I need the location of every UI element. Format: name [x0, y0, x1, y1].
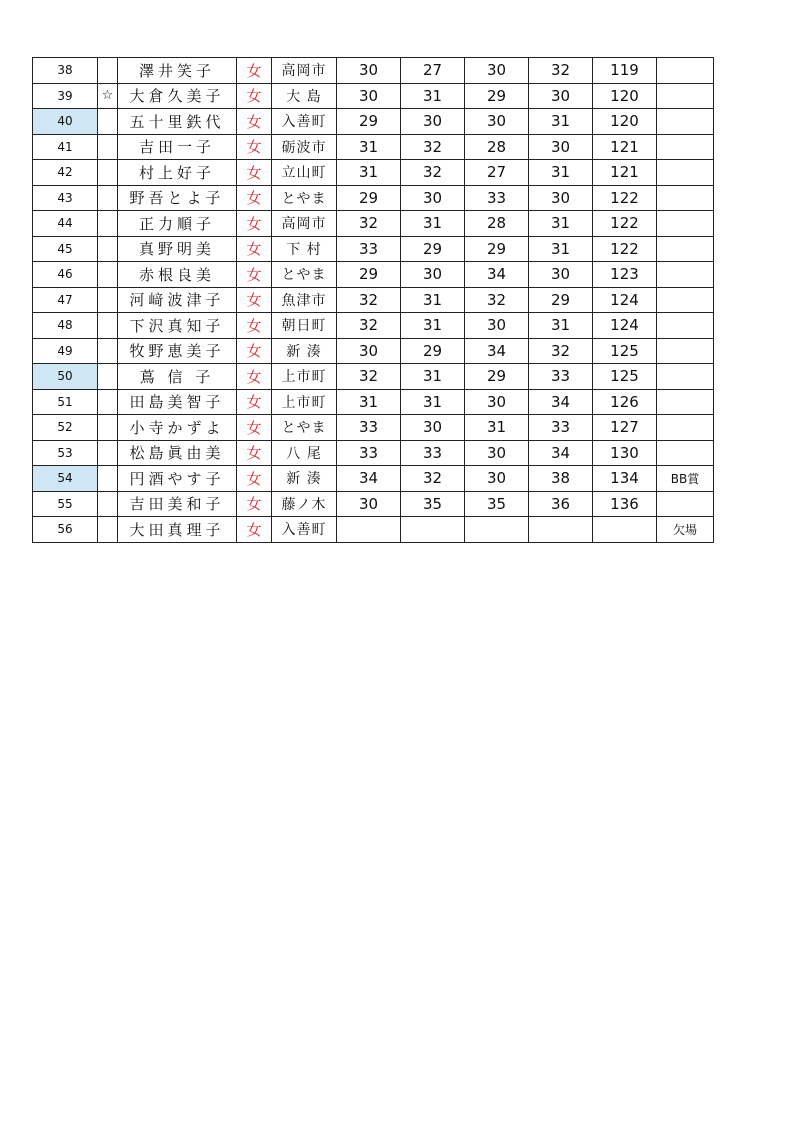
player-city: 新 湊 — [272, 338, 337, 364]
player-city: 上市町 — [272, 364, 337, 390]
round-2-score: 32 — [401, 134, 465, 160]
player-name: 小寺かずよ — [118, 415, 237, 441]
player-mark: ☆ — [98, 83, 118, 109]
table-row — [33, 313, 714, 339]
round-2-score: 32 — [401, 160, 465, 186]
round-1-score: 32 — [337, 287, 401, 313]
round-2-score: 29 — [401, 338, 465, 364]
table-row — [33, 262, 714, 288]
player-city: 藤ノ木 — [272, 491, 337, 517]
table-row — [33, 389, 714, 415]
round-4-score: 30 — [529, 83, 593, 109]
player-number: 52 — [33, 415, 98, 441]
player-city: 上市町 — [272, 389, 337, 415]
table-row — [33, 338, 714, 364]
round-3-score — [465, 517, 529, 543]
player-city: 高岡市 — [272, 211, 337, 237]
player-number: 41 — [33, 134, 98, 160]
player-gender: 女 — [237, 211, 272, 237]
remark — [657, 491, 714, 517]
round-4-score — [529, 517, 593, 543]
player-gender: 女 — [237, 262, 272, 288]
round-2-score: 31 — [401, 364, 465, 390]
total-score: 121 — [593, 134, 657, 160]
remark — [657, 160, 714, 186]
remark — [657, 134, 714, 160]
round-1-score: 32 — [337, 364, 401, 390]
player-gender: 女 — [237, 160, 272, 186]
remark: 欠場 — [657, 517, 714, 543]
total-score: 119 — [593, 58, 657, 84]
player-mark — [98, 491, 118, 517]
round-1-score: 31 — [337, 160, 401, 186]
total-score: 125 — [593, 364, 657, 390]
total-score: 120 — [593, 109, 657, 135]
table-row — [33, 440, 714, 466]
player-name: 吉田美和子 — [118, 491, 237, 517]
player-number: 40 — [33, 109, 98, 135]
total-score: 125 — [593, 338, 657, 364]
round-2-score: 31 — [401, 313, 465, 339]
remark — [657, 364, 714, 390]
player-gender: 女 — [237, 109, 272, 135]
player-gender: 女 — [237, 58, 272, 84]
round-2-score — [401, 517, 465, 543]
player-city: 立山町 — [272, 160, 337, 186]
player-city: 高岡市 — [272, 58, 337, 84]
player-city: 下 村 — [272, 236, 337, 262]
player-number: 53 — [33, 440, 98, 466]
round-3-score: 33 — [465, 185, 529, 211]
player-mark — [98, 262, 118, 288]
round-1-score: 34 — [337, 466, 401, 492]
player-mark — [98, 338, 118, 364]
total-score: 122 — [593, 185, 657, 211]
total-score: 122 — [593, 211, 657, 237]
player-city: 新 湊 — [272, 466, 337, 492]
player-name: 大田真理子 — [118, 517, 237, 543]
player-gender: 女 — [237, 83, 272, 109]
player-name: 野吾とよ子 — [118, 185, 237, 211]
player-gender: 女 — [237, 389, 272, 415]
table-row — [33, 185, 714, 211]
round-3-score: 30 — [465, 58, 529, 84]
remark — [657, 211, 714, 237]
total-score: 121 — [593, 160, 657, 186]
player-mark — [98, 185, 118, 211]
total-score: 134 — [593, 466, 657, 492]
player-gender: 女 — [237, 466, 272, 492]
round-3-score: 29 — [465, 236, 529, 262]
total-score: 122 — [593, 236, 657, 262]
player-name: 松島眞由美 — [118, 440, 237, 466]
remark — [657, 109, 714, 135]
round-1-score: 30 — [337, 491, 401, 517]
player-city: 入善町 — [272, 109, 337, 135]
round-2-score: 33 — [401, 440, 465, 466]
remark — [657, 236, 714, 262]
round-3-score: 34 — [465, 338, 529, 364]
total-score: 120 — [593, 83, 657, 109]
player-gender: 女 — [237, 287, 272, 313]
table-row — [33, 466, 714, 492]
table-row — [33, 491, 714, 517]
round-1-score: 32 — [337, 313, 401, 339]
round-3-score: 32 — [465, 287, 529, 313]
round-4-score: 34 — [529, 440, 593, 466]
total-score: 124 — [593, 287, 657, 313]
player-city: 朝日町 — [272, 313, 337, 339]
total-score: 123 — [593, 262, 657, 288]
player-name: 円酒やす子 — [118, 466, 237, 492]
round-4-score: 34 — [529, 389, 593, 415]
player-gender: 女 — [237, 236, 272, 262]
player-number: 44 — [33, 211, 98, 237]
player-mark — [98, 364, 118, 390]
remark — [657, 262, 714, 288]
player-mark — [98, 211, 118, 237]
results-body — [33, 58, 714, 543]
player-number: 39 — [33, 83, 98, 109]
player-name: 大倉久美子 — [118, 83, 237, 109]
player-name: 田島美智子 — [118, 389, 237, 415]
round-4-score: 31 — [529, 160, 593, 186]
player-name: 下沢真知子 — [118, 313, 237, 339]
round-1-score: 31 — [337, 389, 401, 415]
round-2-score: 31 — [401, 83, 465, 109]
player-city: 魚津市 — [272, 287, 337, 313]
round-4-score: 31 — [529, 211, 593, 237]
player-city: とやま — [272, 185, 337, 211]
player-gender: 女 — [237, 491, 272, 517]
remark — [657, 83, 714, 109]
remark — [657, 389, 714, 415]
table-row — [33, 109, 714, 135]
player-gender: 女 — [237, 185, 272, 211]
round-1-score: 33 — [337, 415, 401, 441]
player-gender: 女 — [237, 134, 272, 160]
round-4-score: 32 — [529, 338, 593, 364]
round-4-score: 30 — [529, 134, 593, 160]
round-2-score: 30 — [401, 415, 465, 441]
player-name: 牧野恵美子 — [118, 338, 237, 364]
round-4-score: 32 — [529, 58, 593, 84]
player-number: 38 — [33, 58, 98, 84]
round-2-score: 31 — [401, 389, 465, 415]
table-row — [33, 415, 714, 441]
round-1-score: 33 — [337, 440, 401, 466]
player-mark — [98, 287, 118, 313]
table-row — [33, 364, 714, 390]
remark — [657, 287, 714, 313]
player-number: 49 — [33, 338, 98, 364]
round-2-score: 30 — [401, 185, 465, 211]
remark — [657, 313, 714, 339]
player-mark — [98, 313, 118, 339]
round-3-score: 29 — [465, 364, 529, 390]
round-1-score: 30 — [337, 83, 401, 109]
round-2-score: 35 — [401, 491, 465, 517]
round-4-score: 31 — [529, 109, 593, 135]
remark — [657, 338, 714, 364]
player-number: 47 — [33, 287, 98, 313]
player-city: とやま — [272, 415, 337, 441]
round-2-score: 27 — [401, 58, 465, 84]
player-number: 43 — [33, 185, 98, 211]
total-score: 124 — [593, 313, 657, 339]
player-gender: 女 — [237, 313, 272, 339]
table-row — [33, 236, 714, 262]
round-1-score — [337, 517, 401, 543]
player-mark — [98, 109, 118, 135]
round-1-score: 29 — [337, 262, 401, 288]
table-row — [33, 211, 714, 237]
player-name: 五十里鉄代 — [118, 109, 237, 135]
player-number: 48 — [33, 313, 98, 339]
player-mark — [98, 440, 118, 466]
player-mark — [98, 160, 118, 186]
round-1-score: 33 — [337, 236, 401, 262]
remark — [657, 415, 714, 441]
player-name: 赤根良美 — [118, 262, 237, 288]
round-3-score: 35 — [465, 491, 529, 517]
player-number: 54 — [33, 466, 98, 492]
remark — [657, 440, 714, 466]
player-mark — [98, 389, 118, 415]
round-3-score: 29 — [465, 83, 529, 109]
round-1-score: 30 — [337, 338, 401, 364]
player-name: 澤井笑子 — [118, 58, 237, 84]
remark — [657, 58, 714, 84]
round-2-score: 29 — [401, 236, 465, 262]
results-table — [32, 57, 714, 543]
player-mark — [98, 517, 118, 543]
round-1-score: 29 — [337, 109, 401, 135]
table-row — [33, 58, 714, 84]
table-row — [33, 160, 714, 186]
player-city: 大 島 — [272, 83, 337, 109]
total-score — [593, 517, 657, 543]
round-3-score: 30 — [465, 440, 529, 466]
player-name: 蔦 信 子 — [118, 364, 237, 390]
player-number: 51 — [33, 389, 98, 415]
player-mark — [98, 58, 118, 84]
player-gender: 女 — [237, 415, 272, 441]
player-mark — [98, 236, 118, 262]
round-4-score: 29 — [529, 287, 593, 313]
round-1-score: 29 — [337, 185, 401, 211]
round-1-score: 32 — [337, 211, 401, 237]
round-4-score: 30 — [529, 185, 593, 211]
player-gender: 女 — [237, 440, 272, 466]
total-score: 136 — [593, 491, 657, 517]
round-3-score: 28 — [465, 211, 529, 237]
round-3-score: 30 — [465, 389, 529, 415]
total-score: 126 — [593, 389, 657, 415]
round-4-score: 31 — [529, 236, 593, 262]
player-gender: 女 — [237, 338, 272, 364]
round-1-score: 31 — [337, 134, 401, 160]
player-city: 八 尾 — [272, 440, 337, 466]
round-4-score: 30 — [529, 262, 593, 288]
player-number: 42 — [33, 160, 98, 186]
round-2-score: 30 — [401, 262, 465, 288]
player-city: 入善町 — [272, 517, 337, 543]
player-name: 河﨑波津子 — [118, 287, 237, 313]
round-4-score: 36 — [529, 491, 593, 517]
player-gender: 女 — [237, 517, 272, 543]
player-name: 正力順子 — [118, 211, 237, 237]
player-mark — [98, 415, 118, 441]
player-number: 45 — [33, 236, 98, 262]
round-2-score: 32 — [401, 466, 465, 492]
round-3-score: 34 — [465, 262, 529, 288]
player-mark — [98, 466, 118, 492]
round-4-score: 33 — [529, 415, 593, 441]
round-3-score: 30 — [465, 109, 529, 135]
table-row — [33, 287, 714, 313]
table-row — [33, 517, 714, 543]
round-4-score: 38 — [529, 466, 593, 492]
player-number: 56 — [33, 517, 98, 543]
round-2-score: 31 — [401, 287, 465, 313]
player-city: とやま — [272, 262, 337, 288]
round-1-score: 30 — [337, 58, 401, 84]
round-3-score: 30 — [465, 313, 529, 339]
round-3-score: 27 — [465, 160, 529, 186]
total-score: 130 — [593, 440, 657, 466]
round-3-score: 28 — [465, 134, 529, 160]
table-row — [33, 83, 714, 109]
player-number: 50 — [33, 364, 98, 390]
total-score: 127 — [593, 415, 657, 441]
player-number: 46 — [33, 262, 98, 288]
remark: BB賞 — [657, 466, 714, 492]
round-2-score: 31 — [401, 211, 465, 237]
player-name: 村上好子 — [118, 160, 237, 186]
round-4-score: 31 — [529, 313, 593, 339]
player-mark — [98, 134, 118, 160]
player-name: 真野明美 — [118, 236, 237, 262]
player-gender: 女 — [237, 364, 272, 390]
player-name: 吉田一子 — [118, 134, 237, 160]
round-3-score: 30 — [465, 466, 529, 492]
table-row — [33, 134, 714, 160]
round-4-score: 33 — [529, 364, 593, 390]
remark — [657, 185, 714, 211]
round-2-score: 30 — [401, 109, 465, 135]
round-3-score: 31 — [465, 415, 529, 441]
player-number: 55 — [33, 491, 98, 517]
player-city: 砺波市 — [272, 134, 337, 160]
